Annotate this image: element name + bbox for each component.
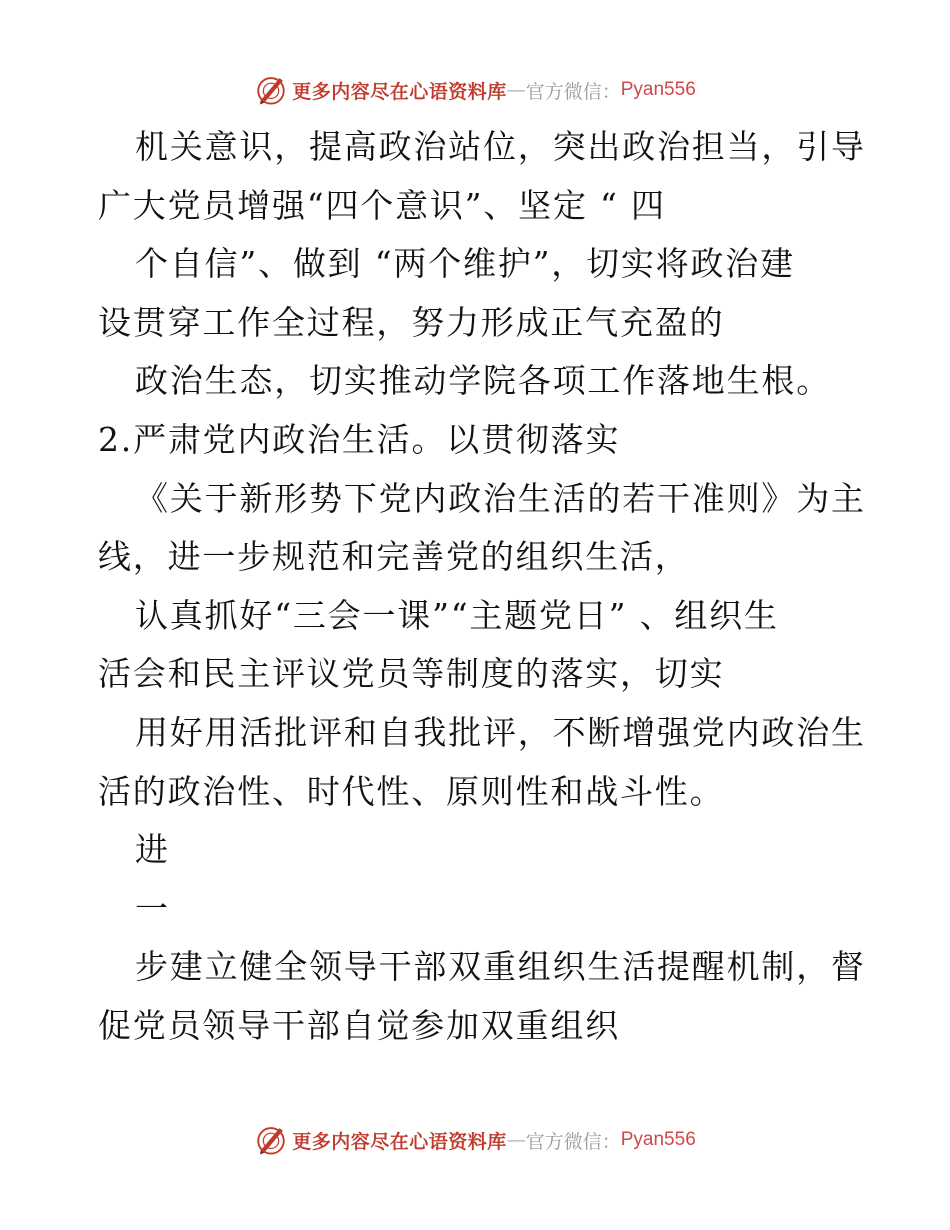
page-header bbox=[0, 70, 950, 110]
document-body bbox=[98, 118, 898, 1056]
banner-dash: — bbox=[506, 1129, 526, 1151]
section-heading: 2.严肃党内政治生活。以贯彻落实 bbox=[98, 419, 621, 459]
body-line: 广大党员增强“四个意识”、坚定 “ 四 bbox=[98, 185, 666, 225]
body-line: 政治生态，切实推动学院各项工作落地生根。 bbox=[135, 361, 831, 401]
banner-wechat-label: 官方微信： bbox=[525, 80, 621, 103]
banner-main-text: 更多内容尽在心语资料库 bbox=[292, 80, 507, 103]
body-line: 活的政治性、时代性、原则性和战斗性。 bbox=[98, 771, 725, 811]
page-footer bbox=[0, 1120, 950, 1160]
body-line: 一 bbox=[135, 888, 170, 928]
body-line: 促党员领导干部自觉参加双重组织 bbox=[98, 1005, 620, 1045]
banner-dash: — bbox=[506, 79, 526, 101]
body-line: 进 bbox=[135, 830, 170, 870]
body-line: 认真抓好“三会一课”“主题党日” 、组织生 bbox=[135, 595, 779, 635]
banner-wechat-id: Pyan556 bbox=[620, 79, 696, 100]
pen-logo-icon bbox=[254, 1123, 288, 1157]
footer-banner bbox=[254, 1123, 696, 1157]
body-line: 机关意识，提高政治站位，突出政治担当，引导 bbox=[135, 127, 866, 166]
banner-main-text: 更多内容尽在心语资料库 bbox=[292, 1130, 507, 1153]
body-line: 设贯穿工作全过程，努力形成正气充盈的 bbox=[98, 302, 725, 342]
body-line: 个自信”、做到 “两个维护”，切实将政治建 bbox=[135, 244, 795, 284]
body-line: 步建立健全领导干部双重组织生活提醒机制，督 bbox=[135, 947, 866, 987]
banner-wechat-label: 官方微信： bbox=[525, 1130, 621, 1153]
body-line: 用好用活批评和自我批评，不断增强党内政治生 bbox=[135, 712, 866, 752]
body-line: 活会和民主评议党员等制度的落实，切实 bbox=[98, 654, 725, 694]
banner-wechat-id: Pyan556 bbox=[620, 1129, 696, 1150]
header-banner bbox=[254, 73, 696, 107]
body-line: 《关于新形势下党内政治生活的若干准则》为主 bbox=[135, 478, 866, 518]
body-line: 线，进一步规范和完善党的组织生活， bbox=[98, 537, 690, 577]
pen-logo-icon bbox=[254, 73, 288, 107]
